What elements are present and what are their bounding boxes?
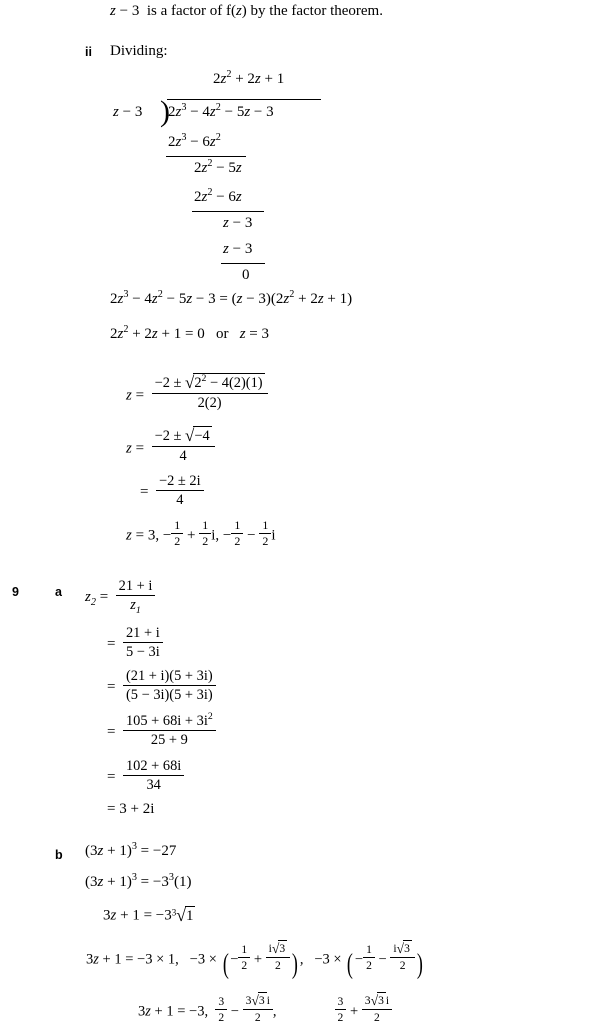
- division-quotient: $2z^2 + 2z + 1$: [213, 69, 285, 87]
- division-step-3: $2z^2 - 6z$: [194, 187, 242, 205]
- q9a-line-5: = $\frac{102 + 68i}{34}$: [107, 758, 184, 793]
- division-bracket-icon: ): [160, 95, 170, 128]
- roots-line: z = 3, − $\frac{1}{2}$ + $\frac{1}{2}$ i, − $\frac{1}{2}$ − $\frac{1}{2}$ i: [126, 518, 276, 549]
- quadratic-formula-line: z = $\frac{-2 \pm √2^2 - 4(2)(1)}{2(2)}$: [126, 373, 268, 411]
- factorised-identity: $2z^3 - 4z^2 - 5z - 3 = (z - 3)(2z^2 + 2z + 1)$: [110, 289, 353, 307]
- quadratic-step-sqrt-neg4: z = $\frac{-2 \pm √-4}{4}$: [126, 426, 215, 464]
- division-dividend: $2z^3 - 4z^2 - 5z - 3$: [168, 102, 274, 120]
- q9b-line-1: $(3z + 1)^3 = -27$: [85, 841, 177, 859]
- division-rule-2: [192, 211, 264, 212]
- q9a-line-6: = 3 + 2i: [107, 801, 155, 817]
- q9b-line-5: 3z + 1 = −3, $\frac{3}{2}$ − $\frac{3√3 i}{2}$ , $\frac{3}{2}$ + $\frac{3√3 i}{2}$: [138, 992, 392, 1024]
- factor-theorem-statement: z − 3 is a factor of f(z) by the factor theorem.: [110, 3, 383, 19]
- division-divisor: z − 3: [113, 104, 143, 120]
- q9b-line-4: 3z + 1 = −3 × 1, −3 × ( − $\frac{1}{2}$ + $\frac{i√3}{2}$ ) , −3 × ( − $\frac{1}{2}$ − $\frac{i√3}{2}$ ): [86, 941, 423, 981]
- q9b-line-3: $3z + 1 = -3^3√1$: [103, 905, 194, 925]
- division-step-5: z − 3: [223, 241, 253, 257]
- division-step-2: $2z^2 - 5z$: [194, 158, 242, 176]
- dividing-heading: Dividing:: [110, 43, 168, 59]
- q9b-line-2: $(3z + 1)^3 = -3^3(1)$: [85, 872, 192, 890]
- q9a-line-2: = $\frac{21 + i}{5 - 3i}$: [107, 625, 163, 660]
- q9a-line-1: $z_2$ = $\frac{21 + i}{z_1}$: [85, 578, 155, 613]
- division-remainder: 0: [242, 267, 250, 283]
- part-label-9a: a: [55, 585, 62, 599]
- division-rule-3: [221, 263, 265, 264]
- quadratic-step-2i: = $\frac{-2 \pm 2i}{4}$: [140, 473, 204, 508]
- part-label-9b: b: [55, 848, 63, 862]
- question-number-9: 9: [12, 585, 19, 599]
- quadratic-or-root: $2z^2 + 2z + 1 = 0$ or z = 3: [110, 324, 269, 342]
- part-label-ii: ii: [85, 45, 92, 59]
- q9a-line-3: = $\frac{(21 + i)(5 + 3i)}{(5 - 3i)(5 + 3i)}$: [107, 668, 216, 703]
- division-rule-1: [166, 156, 246, 157]
- division-vinculum: [167, 99, 321, 100]
- q9a-line-4: = $\frac{105 + 68i + 3i^2}{25 + 9}$: [107, 713, 216, 748]
- division-step-4: z − 3: [223, 215, 253, 231]
- division-step-1: $2z^3 - 6z^2$: [168, 132, 221, 150]
